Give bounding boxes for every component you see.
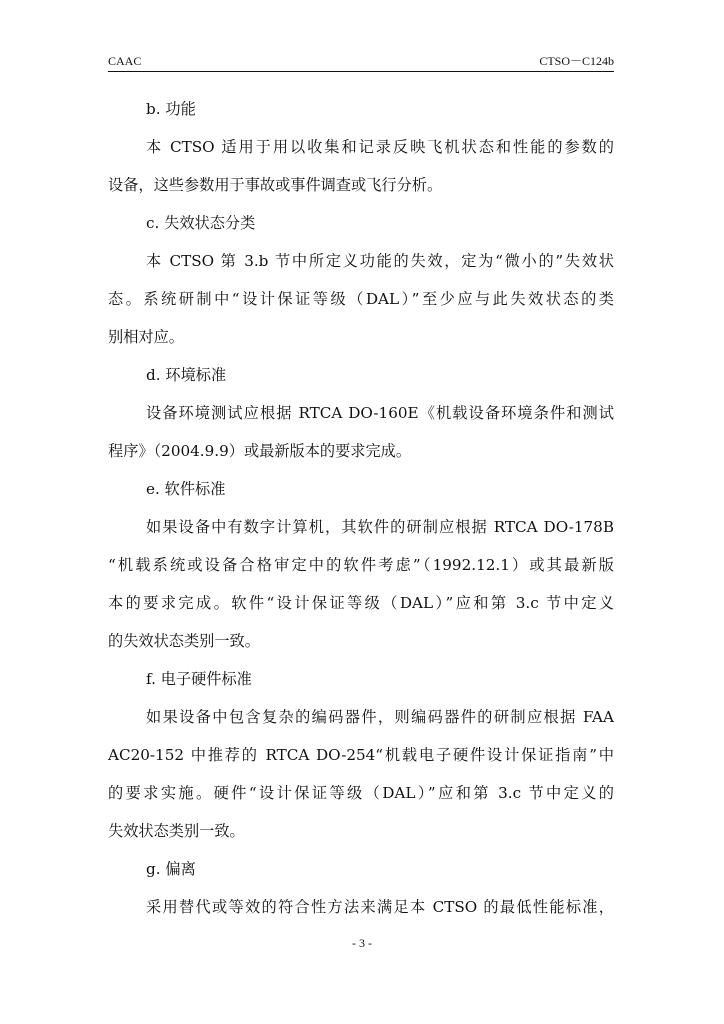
text-line: 本的要求完成。软件“设计保证等级（DAL）”应和第 3.c 节中定义 bbox=[108, 594, 614, 612]
text-line: “机载系统或设备合格审定中的软件考虑”（1992.12.1）或其最新版 bbox=[108, 556, 614, 574]
text-line: 设备，这些参数用于事故或事件调查或飞行分析。 bbox=[108, 176, 443, 194]
text-line: 如果设备中包含复杂的编码器件，则编码器件的研制应根据 FAA bbox=[146, 708, 614, 726]
text-line: 的失效状态类别一致。 bbox=[108, 632, 260, 650]
page-header bbox=[108, 52, 614, 70]
header-rule bbox=[108, 71, 614, 72]
text-line: 本 CTSO 适用于用以收集和记录反映飞机状态和性能的参数的 bbox=[146, 138, 614, 156]
text-line: 态。系统研制中“设计保证等级（DAL）”至少应与此失效状态的类 bbox=[108, 290, 614, 308]
page-number: - 3 - bbox=[352, 936, 372, 950]
text-line: g. 偏离 bbox=[146, 860, 196, 878]
text-line: d. 环境标准 bbox=[146, 366, 227, 384]
header-right-text: CTSO－C124b bbox=[539, 54, 614, 68]
text-line: b. 功能 bbox=[146, 100, 196, 118]
document-body bbox=[108, 90, 614, 926]
text-line: 失效状态类别一致。 bbox=[108, 822, 245, 840]
text-line: 的要求实施。硬件“设计保证等级（DAL）”应和第 3.c 节中定义的 bbox=[108, 784, 614, 802]
text-line: 本 CTSO 第 3.b 节中所定义功能的失效，定为“微小的”失效状 bbox=[146, 252, 614, 270]
text-line: 程序》（2004.9.9）或最新版本的要求完成。 bbox=[108, 442, 412, 460]
text-line: 如果设备中有数字计算机，其软件的研制应根据 RTCA DO-178B bbox=[146, 518, 614, 536]
text-line: 别相对应。 bbox=[108, 328, 184, 346]
text-line: 采用替代或等效的符合性方法来满足本 CTSO 的最低性能标准， bbox=[146, 898, 614, 916]
text-line: AC20-152 中推荐的 RTCA DO-254“机载电子硬件设计保证指南”中 bbox=[108, 746, 614, 764]
text-line: e. 软件标准 bbox=[146, 480, 226, 498]
header-left-text: CAAC bbox=[108, 54, 142, 68]
text-line: 设备环境测试应根据 RTCA DO-160E《机载设备环境条件和测试 bbox=[146, 404, 614, 422]
text-line: f. 电子硬件标准 bbox=[146, 670, 252, 688]
text-line: c. 失效状态分类 bbox=[146, 214, 256, 232]
